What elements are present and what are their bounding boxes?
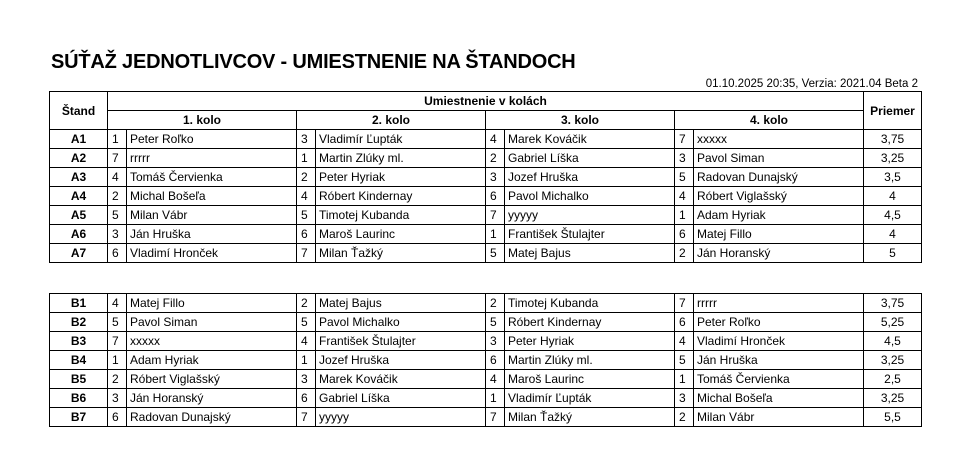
competitor-name-cell: rrrrr <box>127 149 297 168</box>
competitor-name-cell: Milan Ťažký <box>505 408 675 427</box>
competitor-name-cell: Peter Roľko <box>127 130 297 149</box>
table-row <box>50 225 922 244</box>
placement-cell: 3 <box>675 149 694 168</box>
competitor-name-cell: yyyyy <box>505 206 675 225</box>
placement-cell: 2 <box>297 294 316 313</box>
competitor-name-cell: Milan Vábr <box>127 206 297 225</box>
placement-cell: 2 <box>297 168 316 187</box>
placement-cell: 1 <box>297 351 316 370</box>
placement-cell: 3 <box>108 225 127 244</box>
competitor-name-cell: Matej Fillo <box>694 225 864 244</box>
placement-cell: 7 <box>675 130 694 149</box>
placement-cell: 6 <box>108 244 127 263</box>
placement-cell: 5 <box>675 168 694 187</box>
average-cell: 3,25 <box>864 351 922 370</box>
placement-cell: 6 <box>486 351 505 370</box>
competitor-name-cell: Vladimír Ľupták <box>505 389 675 408</box>
stand-cell: A2 <box>50 149 108 168</box>
placement-cell: 4 <box>675 332 694 351</box>
competitor-name-cell: Pavol Siman <box>127 313 297 332</box>
placement-cell: 3 <box>486 332 505 351</box>
placement-cell: 5 <box>297 313 316 332</box>
average-cell: 4,5 <box>864 332 922 351</box>
competitor-name-cell: yyyyy <box>316 408 486 427</box>
placement-cell: 3 <box>108 389 127 408</box>
average-cell: 3,25 <box>864 149 922 168</box>
average-cell: 3,5 <box>864 168 922 187</box>
table-row <box>50 130 922 149</box>
average-cell: 3,75 <box>864 130 922 149</box>
stand-cell: A4 <box>50 187 108 206</box>
competitor-name-cell: Peter Roľko <box>694 313 864 332</box>
placement-cell: 5 <box>108 206 127 225</box>
competitor-name-cell: Róbert Viglašský <box>694 187 864 206</box>
placement-cell: 4 <box>108 294 127 313</box>
placement-cell: 6 <box>486 187 505 206</box>
placement-cell: 1 <box>675 370 694 389</box>
placement-cell: 5 <box>108 313 127 332</box>
stand-cell: B5 <box>50 370 108 389</box>
table-row <box>50 351 922 370</box>
placement-cell: 6 <box>675 313 694 332</box>
header-round-2: 2. kolo <box>297 111 486 130</box>
stand-cell: B1 <box>50 294 108 313</box>
stand-cell: B4 <box>50 351 108 370</box>
header-round-4: 4. kolo <box>675 111 864 130</box>
placement-cell: 7 <box>486 206 505 225</box>
placement-cell: 2 <box>108 187 127 206</box>
placement-cell: 1 <box>486 389 505 408</box>
competitor-name-cell: Róbert Kindernay <box>505 313 675 332</box>
placement-cell: 5 <box>675 351 694 370</box>
competitor-name-cell: Pavol Siman <box>694 149 864 168</box>
competitor-name-cell: Martin Zlúky ml. <box>316 149 486 168</box>
competitor-name-cell: Maroš Laurinc <box>505 370 675 389</box>
placement-cell: 3 <box>486 168 505 187</box>
placement-cell: 1 <box>486 225 505 244</box>
competitor-name-cell: Tomáš Červienka <box>694 370 864 389</box>
header-rounds-group: Umiestnenie v kolách <box>108 92 864 111</box>
competitor-name-cell: Matej Fillo <box>127 294 297 313</box>
competitor-name-cell: xxxxx <box>694 130 864 149</box>
competitor-name-cell: xxxxx <box>127 332 297 351</box>
header-row-group <box>50 92 922 111</box>
table-row <box>50 168 922 187</box>
stand-cell: A5 <box>50 206 108 225</box>
stand-cell: A3 <box>50 168 108 187</box>
competitor-name-cell: Ján Horanský <box>127 389 297 408</box>
placement-cell: 7 <box>297 408 316 427</box>
table-row <box>50 244 922 263</box>
placement-cell: 5 <box>297 206 316 225</box>
placement-cell: 7 <box>108 332 127 351</box>
placement-cell: 3 <box>675 389 694 408</box>
competitor-name-cell: Vladimí Hronček <box>694 332 864 351</box>
competitor-name-cell: Ján Hruška <box>694 351 864 370</box>
average-cell: 3,75 <box>864 294 922 313</box>
placement-cell: 4 <box>108 168 127 187</box>
competitor-name-cell: Milan Vábr <box>694 408 864 427</box>
stand-cell: B2 <box>50 313 108 332</box>
competitor-name-cell: Vladimí Hronček <box>127 244 297 263</box>
stand-cell: A6 <box>50 225 108 244</box>
competitor-name-cell: Vladimír Ľupták <box>316 130 486 149</box>
placement-cell: 6 <box>108 408 127 427</box>
competitor-name-cell: Peter Hyriak <box>316 168 486 187</box>
stand-cell: B3 <box>50 332 108 351</box>
competitor-name-cell: Róbert Viglašský <box>127 370 297 389</box>
stand-cell: B7 <box>50 408 108 427</box>
stand-cell: A1 <box>50 130 108 149</box>
placement-cell: 2 <box>675 244 694 263</box>
results-table-b <box>49 293 922 427</box>
competitor-name-cell: Maroš Laurinc <box>316 225 486 244</box>
placement-cell: 1 <box>297 149 316 168</box>
placement-cell: 6 <box>297 225 316 244</box>
average-cell: 3,25 <box>864 389 922 408</box>
average-cell: 5,25 <box>864 313 922 332</box>
competitor-name-cell: Marek Kováčik <box>316 370 486 389</box>
placement-cell: 5 <box>486 244 505 263</box>
placement-cell: 1 <box>675 206 694 225</box>
table-row <box>50 389 922 408</box>
results-table-a <box>49 91 922 263</box>
table-row <box>50 206 922 225</box>
placement-cell: 2 <box>486 149 505 168</box>
table-row <box>50 149 922 168</box>
table-row <box>50 332 922 351</box>
average-cell: 4 <box>864 225 922 244</box>
competitor-name-cell: Jozef Hruška <box>316 351 486 370</box>
competitor-name-cell: Pavol Michalko <box>505 187 675 206</box>
timestamp-version: 01.10.2025 20:35, Verzia: 2021.04 Beta 2 <box>705 78 918 90</box>
placement-cell: 4 <box>486 370 505 389</box>
competitor-name-cell: Jozef Hruška <box>505 168 675 187</box>
placement-cell: 6 <box>297 389 316 408</box>
placement-cell: 5 <box>486 313 505 332</box>
placement-cell: 3 <box>297 130 316 149</box>
table-row <box>50 294 922 313</box>
competitor-name-cell: František Štulajter <box>316 332 486 351</box>
placement-cell: 1 <box>108 130 127 149</box>
placement-cell: 2 <box>108 370 127 389</box>
competitor-name-cell: Martin Zlúky ml. <box>505 351 675 370</box>
header-stand: Štand <box>50 92 108 130</box>
table-row <box>50 408 922 427</box>
competitor-name-cell: Adam Hyriak <box>694 206 864 225</box>
competitor-name-cell: Timotej Kubanda <box>316 206 486 225</box>
placement-cell: 7 <box>297 244 316 263</box>
competitor-name-cell: Timotej Kubanda <box>505 294 675 313</box>
average-cell: 2,5 <box>864 370 922 389</box>
header-average: Priemer <box>864 92 922 130</box>
stand-cell: B6 <box>50 389 108 408</box>
placement-cell: 2 <box>675 408 694 427</box>
competitor-name-cell: Peter Hyriak <box>505 332 675 351</box>
placement-cell: 7 <box>486 408 505 427</box>
competitor-name-cell: Gabriel Líška <box>505 149 675 168</box>
placement-cell: 2 <box>486 294 505 313</box>
placement-cell: 7 <box>675 294 694 313</box>
table-row <box>50 313 922 332</box>
average-cell: 5 <box>864 244 922 263</box>
placement-cell: 4 <box>297 187 316 206</box>
placement-cell: 7 <box>108 149 127 168</box>
header-row-rounds <box>50 111 922 130</box>
average-cell: 4,5 <box>864 206 922 225</box>
header-round-3: 3. kolo <box>486 111 675 130</box>
placement-cell: 4 <box>297 332 316 351</box>
competitor-name-cell: Matej Bajus <box>316 294 486 313</box>
table-row <box>50 370 922 389</box>
placement-cell: 3 <box>297 370 316 389</box>
competitor-name-cell: Ján Horanský <box>694 244 864 263</box>
placement-cell: 4 <box>675 187 694 206</box>
competitor-name-cell: Radovan Dunajský <box>694 168 864 187</box>
competitor-name-cell: Adam Hyriak <box>127 351 297 370</box>
page-title: SÚŤAŽ JEDNOTLIVCOV - UMIESTNENIE NA ŠTANDOCH <box>51 51 576 73</box>
placement-cell: 1 <box>108 351 127 370</box>
competitor-name-cell: Marek Kováčik <box>505 130 675 149</box>
competitor-name-cell: Matej Bajus <box>505 244 675 263</box>
competitor-name-cell: Tomáš Červienka <box>127 168 297 187</box>
competitor-name-cell: Milan Ťažký <box>316 244 486 263</box>
average-cell: 5,5 <box>864 408 922 427</box>
header-round-1: 1. kolo <box>108 111 297 130</box>
stand-cell: A7 <box>50 244 108 263</box>
competitor-name-cell: Michal Bošeľa <box>127 187 297 206</box>
competitor-name-cell: Gabriel Líška <box>316 389 486 408</box>
competitor-name-cell: Michal Bošeľa <box>694 389 864 408</box>
competitor-name-cell: rrrrr <box>694 294 864 313</box>
average-cell: 4 <box>864 187 922 206</box>
competitor-name-cell: Pavol Michalko <box>316 313 486 332</box>
placement-cell: 6 <box>675 225 694 244</box>
placement-cell: 4 <box>486 130 505 149</box>
competitor-name-cell: Radovan Dunajský <box>127 408 297 427</box>
competitor-name-cell: František Štulajter <box>505 225 675 244</box>
competitor-name-cell: Ján Hruška <box>127 225 297 244</box>
table-row <box>50 187 922 206</box>
competitor-name-cell: Róbert Kindernay <box>316 187 486 206</box>
